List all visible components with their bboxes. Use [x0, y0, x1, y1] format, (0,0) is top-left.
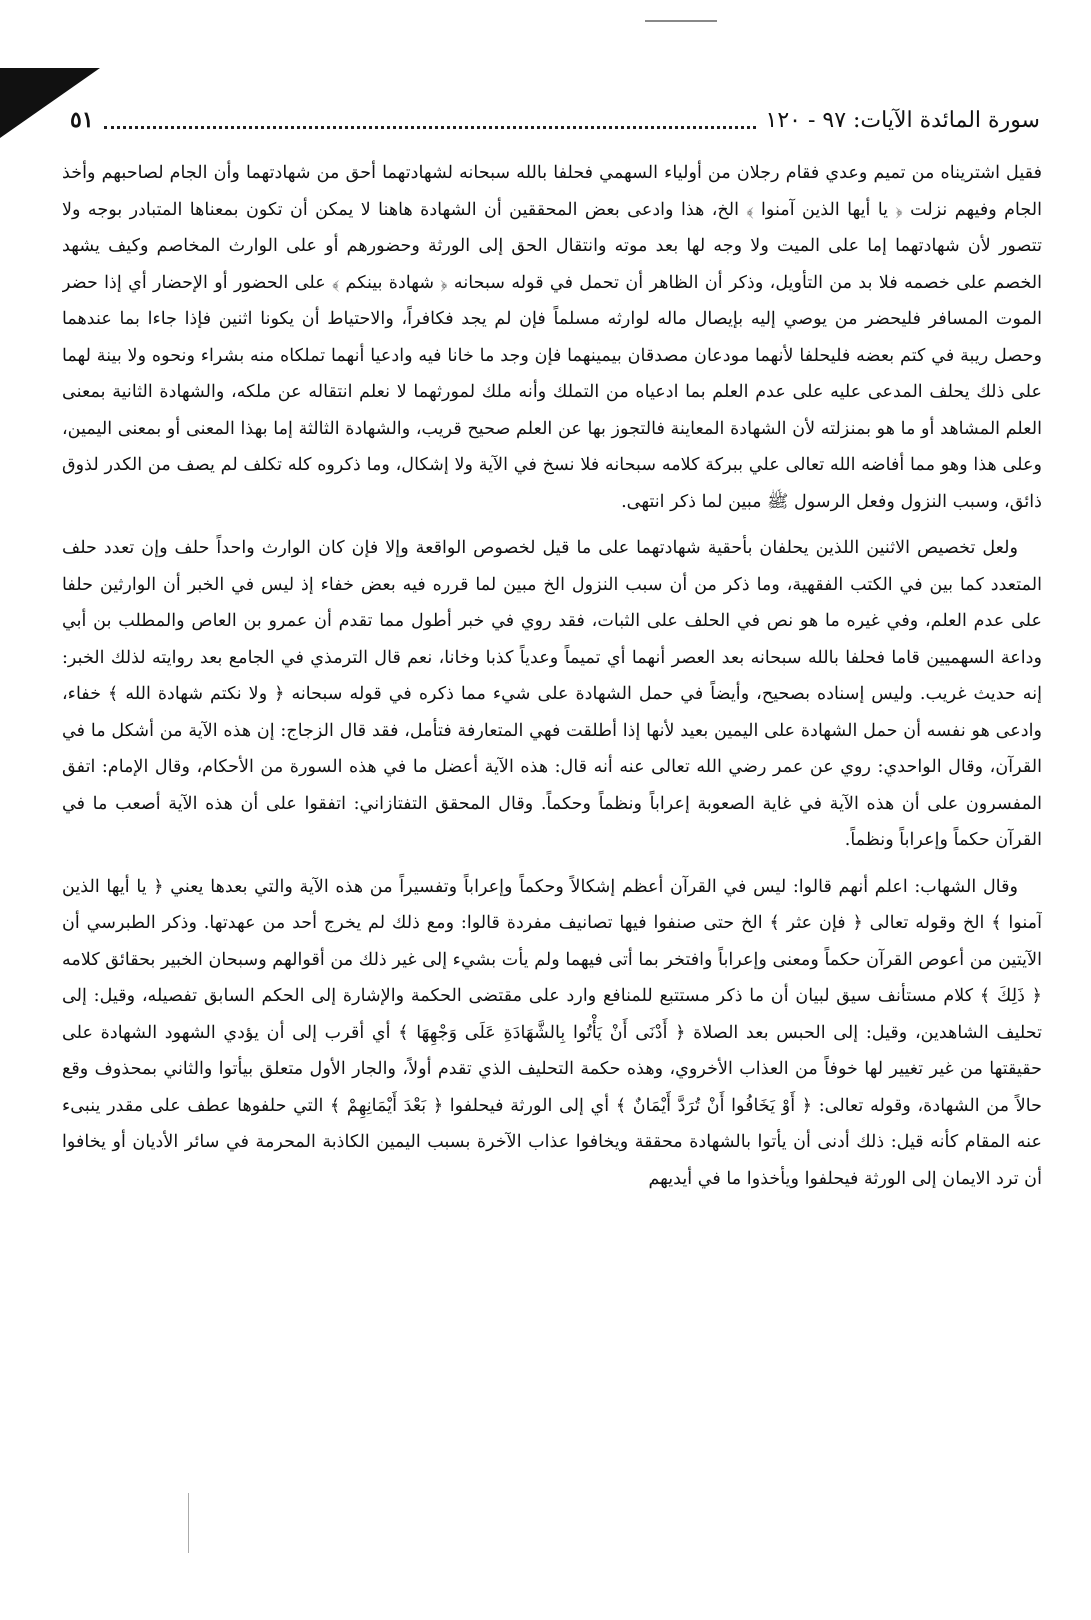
page-body	[62, 155, 1042, 1595]
paragraph: فقيل اشتريناه من تميم وعدي فقام رجلان من أولياء السهمي فحلفا بالله سبحانه لشهادتهما أحق من شهادتهما وأن الجام لصاحبهم وأخذ الجام وفيهم نزلت ﴿ يا أيها الذين آمنوا ﴾ الخ، هذا وادعى بعض المحققين أن الشهادة هاهنا لا يمكن أن تكون بمعناها المتبادر بوجه ولا تتصور لأن شهادتهما إما على الميت ولا وجه لها بعد موته وانتقال الحق إلى الورثة وحضورهم أو على الوارث المخاصم وكيف يشهد الخصم على خصمه فلا بد من التأويل، وذكر أن الظاهر أن تحمل في قوله سبحانه ﴿ شهادة بينكم ﴾ على الحضور أو الإحضار أي إذا حضر الموت المسافر فليحضر من يوصي إليه بإيصال ماله لوارثه مسلماً فإن لم يجد فكافراً، والاحتياط أن يكونا اثنين فإذا جاءا بما عندهما وحصل ريبة في كتم بعضه فليحلفا لأنهما مودعان مصدقان بيمينهما فإن وجد ما خانا فيه وادعيا أنهما تملكاه منه بشراء ونحوه ولا بينة لهما على ذلك يحلف المدعى عليه على عدم العلم بما ادعياه من التملك وأنه ملك لمورثهما لا نعلم انتقاله عن ملكه، والشهادة الثانية بمعنى العلم المشاهد أو ما هو بمنزلته لأن الشهادة المعاينة فالتجوز بها عن العلم صحيح قريب، والشهادة الثالثة إما بهذا المعنى أو بمعنى اليمين، وعلى هذا وهو مما أفاضه الله تعالى علي ببركة كلامه سبحانه فلا نسخ في الآية ولا إشكال، وما ذكروه كله تكلف لم يصف من الكدر لذوق ذائق، وسبب النزول وفعل الرسول ﷺ مبين لما ذكر انتهى.	[62, 163, 1042, 512]
header-dot-leader	[104, 112, 756, 129]
page-number: ٥١	[70, 107, 94, 133]
top-rule	[645, 20, 717, 22]
paragraph: ولعل تخصيص الاثنين اللذين يحلفان بأحقية شهادتهما على ما قيل لخصوص الواقعة وإلا فإن كان الوارث واحداً حلف وإن تعدد حلف المتعدد كما بين في الكتب الفقهية، وما ذكر من أن سبب النزول الخ مبين لما قرره فيه بعض خفاء إذ ليس في الخبر أن الوارثين حلفا على عدم العلم، وفي غيره ما هو نص في الحلف على الثبات، فقد روي في خبر أطول مما تقدم أن عمرو بن العاص والمطلب بن أبي وداعة السهميين قاما فحلفا بالله سبحانه بعد العصر أنهما أي تميماً وعدياً كذبا وخانا، نعم قال الترمذي في الجامع بعد روايته لذلك الخبر: إنه حديث غريب. وليس إسناده بصحيح، وأيضاً في حمل الشهادة على شيء مما ذكره في قوله سبحانه ﴿ ولا نكتم شهادة الله ﴾ خفاء، وادعى هو نفسه أن حمل الشهادة على اليمين بعيد لأنها إذا أطلقت فهي المتعارفة فتأمل، فقد قال الزجاج: إن هذه الآية من أشكل ما في القرآن، وقال الواحدي: روي عن عمر رضي الله تعالى عنه أنه قال: هذه الآية أعضل ما في هذه السورة من الأحكام، وقال الإمام: اتفق المفسرون على أن هذه الآية في غاية الصعوبة إعراباً ونظماً وحكماً. وقال المحقق التفتازاني: اتفقوا على أن هذه الآية أصعب ما في القرآن حكماً وإعراباً ونظماً.	[62, 538, 1042, 850]
page-header	[70, 100, 1040, 140]
surah-title: سورة المائدة الآيات: ٩٧ - ١٢٠	[765, 107, 1040, 133]
paragraph: وقال الشهاب: اعلم أنهم قالوا: ليس في القرآن أعظم إشكالاً وحكماً وإعراباً وتفسيراً من هذه الآية والتي بعدها يعني ﴿ يا أيها الذين آمنوا ﴾ الخ وقوله تعالى ﴿ فإن عثر ﴾ الخ حتى صنفوا فيها تصانيف مفردة قالوا: ومع ذلك لم يخرج أحد من عهدتها. وذكر الطبرسي أن الآيتين من أعوص القرآن حكماً ومعنى وإعراباً وافتخر بما أتى فيهما ولم يأت بشيء إلى غير ذلك من أقوالهم وسبحان الخبير بحقائق كلامه ﴿ ذَلِكَ ﴾ كلام مستأنف سيق لبيان أن ما ذكر مستتبع للمنافع وارد على مقتضى الحكمة والإشارة إلى الحكم السابق تفصيله، وقيل: إلى تحليف الشاهدين، وقيل: إلى الحبس بعد الصلاة ﴿ أَدْنَى أَنْ يَأْتُوا بِالشَّهَادَةِ عَلَى وَجْهِهَا ﴾ أي أقرب إلى أن يؤدي الشهود الشهادة على حقيقتها من غير تغيير لها خوفاً من العذاب الأخروي، وهذه حكمة التحليف الذي تقدم أولاً، والجار الأول متعلق بيأتوا والثاني بمحذوف وقع حالاً من الشهادة، وقوله تعالى: ﴿ أَوْ يَخَافُوا أَنْ تُرَدَّ أَيْمَانٌ ﴾ أي إلى الورثة فيحلفوا ﴿ بَعْدَ أَيْمَانِهِمْ ﴾ التي حلفوها عطف على مقدر ينبىء عنه المقام كأنه قيل: ذلك أدنى أن يأتوا بالشهادة محققة ويخافوا عذاب الآخرة بسبب اليمين الكاذبة المحرمة في سائر الأديان أو يخافوا أن ترد الايمان إلى الورثة فيحلفوا ويأخذوا ما في أيديهم	[62, 876, 1042, 1189]
margin-mark	[188, 1493, 189, 1553]
